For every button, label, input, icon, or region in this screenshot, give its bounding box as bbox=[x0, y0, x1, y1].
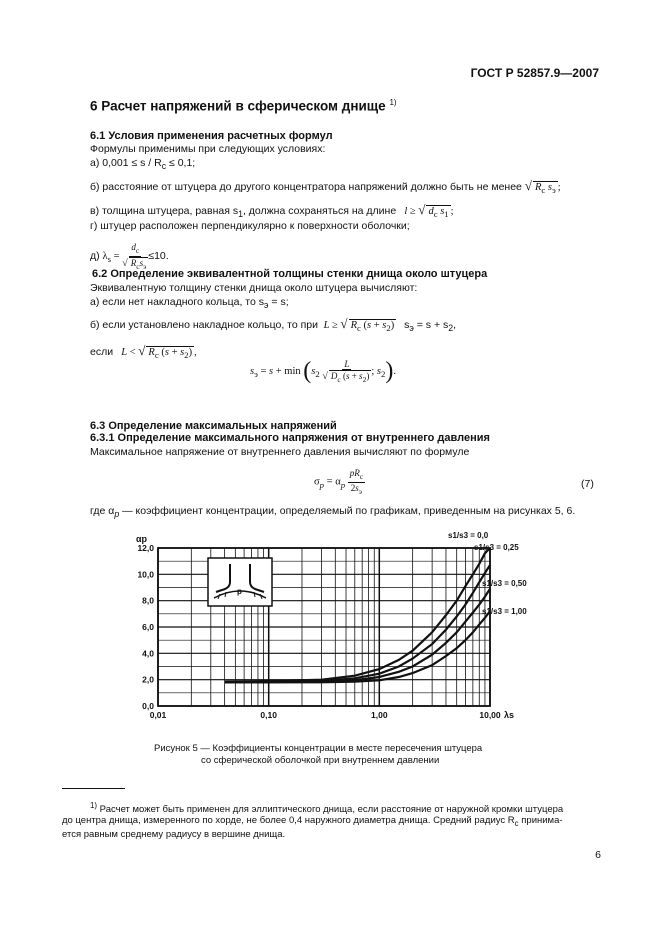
subsection-6-3-1-title: 6.3.1 Определение максимального напряжения от внутреннего давления bbox=[90, 432, 490, 444]
subsection-6-3-1-intro: Максимальное напряжение от внутреннего давления вычисляют по формуле bbox=[90, 446, 470, 458]
equiv-thickness-else: если L < √ $R_c$ $(s + s_2)$ , bbox=[90, 343, 197, 361]
equiv-thickness-a-tail: = s; bbox=[268, 296, 289, 308]
x-axis-label: λs bbox=[504, 710, 515, 720]
subsection-6-2-title: 6.2 Определение эквивалентной толщины стенки днища около штуцера bbox=[92, 268, 488, 280]
footnote-text-2-tail: принима- bbox=[518, 815, 563, 826]
equiv-thickness-a: а) если нет накладного кольца, то $s_э = s$; bbox=[90, 296, 289, 311]
equiv-thickness-b-var: s bbox=[404, 319, 410, 331]
condition-a-tail: ≤ 0,1; bbox=[166, 157, 196, 169]
condition-g: г) штуцер расположен перпендикулярно к поверхности оболочки; bbox=[90, 220, 410, 232]
subsection-6-2-intro: Эквивалентную толщину стенки днища около штуцера вычисляют: bbox=[90, 282, 418, 294]
condition-d-text: д) bbox=[90, 250, 100, 263]
section-title-text: 6 Расчет напряжений в сферическом днище bbox=[90, 98, 386, 114]
x-tick-label: 10,00 bbox=[479, 710, 501, 720]
condition-d-tail: ≤10. bbox=[148, 250, 169, 263]
y-tick-label: 12,0 bbox=[137, 543, 154, 553]
footnote-divider bbox=[62, 788, 125, 789]
condition-a bbox=[90, 157, 195, 171]
else-label: если bbox=[90, 346, 114, 358]
section-title bbox=[90, 98, 397, 114]
figure-caption-line2: со сферической оболочкой при внутреннем давлении bbox=[201, 755, 440, 766]
subsection-6-3-title: 6.3 Определение максимальных напряжений bbox=[90, 420, 337, 432]
equiv-thickness-b-tail: = s + s bbox=[413, 319, 449, 331]
legend-label-1: s1/s3 = 0,25 bbox=[474, 543, 519, 552]
legend-label-3: s1/s3 = 1,00 bbox=[482, 607, 527, 616]
footnote-line1 bbox=[90, 801, 563, 815]
x-tick-label: 0,01 bbox=[149, 710, 167, 720]
condition-d: д) $\lambda_s$ = $\frac{d_c}{√ R_cs_э}$ ≤10. bbox=[90, 242, 169, 271]
footnote-line3: ется равным среднему радиусу в вершине днища. bbox=[62, 829, 286, 840]
footnote-line2 bbox=[62, 815, 563, 828]
y-tick-label: 10,0 bbox=[137, 569, 154, 580]
where-alpha: где $\alpha_p$ — коэффициент концентрации, определяемый по графикам, приведенным на рисунках 5, 6. bbox=[90, 505, 576, 520]
footnote-mark-bottom: 1) bbox=[90, 801, 98, 810]
where-alpha-tail: — коэффициент концентрации, определяемый по графикам, приведенным на рисунках 5, 6. bbox=[119, 505, 576, 517]
condition-v-subscript: 1 bbox=[238, 209, 243, 220]
y-tick-label: 8,0 bbox=[142, 595, 154, 606]
equiv-thickness-formula: $s_э = s + \min (s_2$ $\frac{L}{√ D_c (s + s_2)}$ ; $s_2$). bbox=[250, 358, 396, 384]
equation-number: (7) bbox=[581, 478, 594, 490]
page-number: 6 bbox=[595, 849, 601, 861]
figure-caption-line1: Рисунок 5 — Коэффициенты концентрации в месте пересечения штуцера bbox=[154, 743, 483, 754]
equiv-thickness-b-text: б) если установлено накладное кольцо, то при bbox=[90, 319, 319, 331]
chart-labels bbox=[136, 531, 527, 720]
nozzle-inset-diagram bbox=[208, 558, 272, 606]
y-tick-label: 6,0 bbox=[142, 622, 154, 632]
svg-text:p: p bbox=[237, 587, 242, 596]
footnote-mark: 1) bbox=[389, 98, 397, 107]
subsection-6-1-title: 6.1 Условия применения расчетных формул bbox=[90, 130, 333, 142]
footnote-subscript: c bbox=[514, 818, 519, 828]
equiv-thickness-b: б) если установлено накладное кольцо, то при L ≥ √ $R_c$ $(s + s_2)$ $s_э = s + s_2$, bbox=[90, 316, 457, 334]
y-axis-label: αp bbox=[136, 534, 148, 544]
condition-v: в) толщина штуцера, равная $s_1$, должна сохраняться на длине l ≥ √ $d_c$ $s_1$ ; bbox=[90, 202, 454, 220]
condition-a-text: а) 0,001 ≤ s / R bbox=[90, 157, 162, 169]
where-alpha-text: где α bbox=[90, 505, 115, 517]
footnote-text-1: Расчет может быть применен для эллиптического днища, если расстояние от наружной кромки штуцера bbox=[97, 804, 564, 816]
x-tick-label: 1,00 bbox=[371, 710, 388, 720]
document-id: ГОСТ Р 52857.9—2007 bbox=[470, 66, 599, 80]
series-line-3 bbox=[225, 611, 490, 682]
concentration-factor-chart bbox=[118, 528, 558, 734]
condition-v-text: в) толщина штуцера, равная s bbox=[90, 205, 239, 217]
footnote-text-2: до центра днища, измеренного по хорде, не более 0,4 наружного диаметра днища. Средний радиус R bbox=[62, 815, 515, 826]
equiv-thickness-a-text: а) если нет накладного кольца, то s bbox=[90, 296, 265, 308]
stress-formula: $\sigma_p = \alpha_p$ $\frac{pR_c}{2s_э}$ bbox=[314, 468, 364, 496]
y-tick-label: 0,0 bbox=[142, 701, 154, 711]
y-tick-label: 4,0 bbox=[142, 648, 154, 659]
subsection-6-1-intro: Формулы применимы при следующих условиях: bbox=[90, 143, 326, 155]
x-tick-label: 0,10 bbox=[260, 710, 277, 720]
y-tick-label: 2,0 bbox=[142, 674, 154, 685]
legend-label-0: s1/s3 = 0,0 bbox=[448, 531, 489, 540]
condition-v-tail: , должна сохраняться на длине bbox=[242, 205, 397, 217]
legend-label-2: s1/s3 = 0,50 bbox=[482, 579, 527, 588]
condition-a-subscript: c bbox=[161, 161, 167, 172]
condition-b-text: б) расстояние от штуцера до другого концентратора напряжений должно быть не менее bbox=[90, 181, 522, 193]
condition-b: б) расстояние от штуцера до другого концентратора напряжений должно быть не менее √ $R_c$ $s_э$ ; bbox=[90, 178, 561, 196]
